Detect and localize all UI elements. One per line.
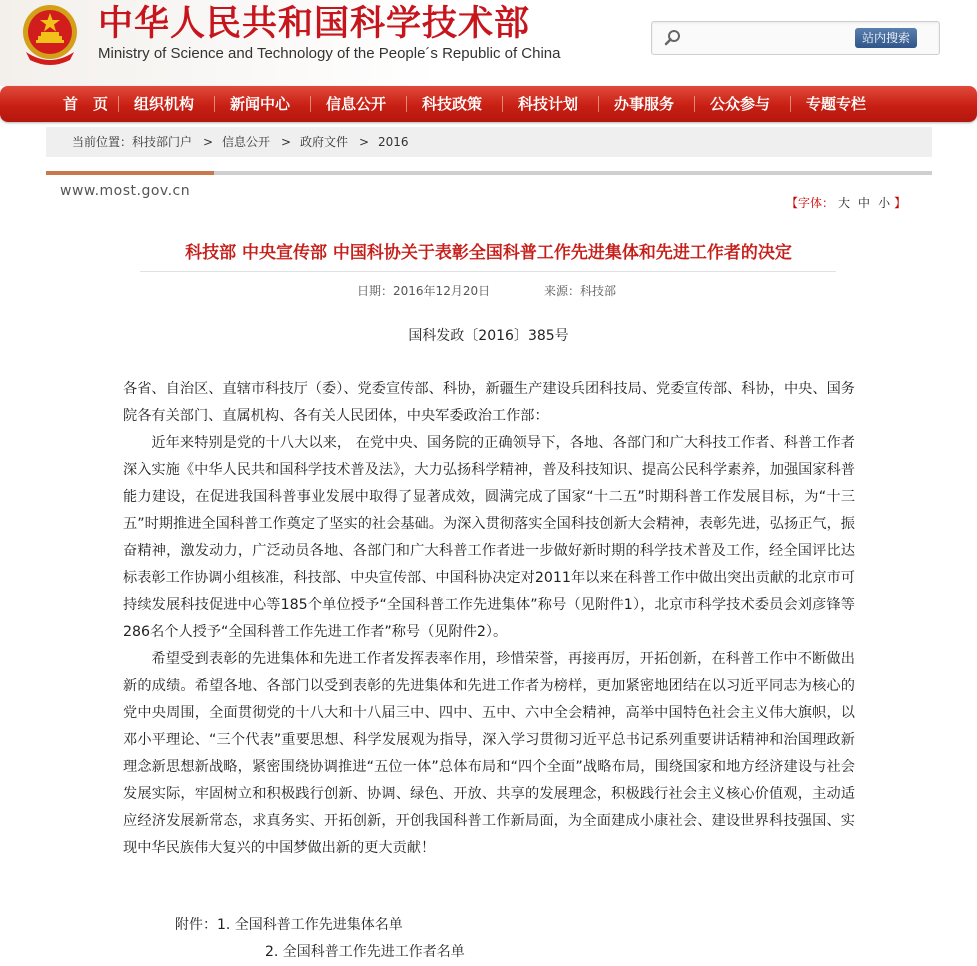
font-size-small[interactable]: 小 (878, 196, 891, 210)
font-size-close-bracket: 】 (894, 196, 907, 210)
font-size-medium[interactable]: 中 (858, 196, 871, 210)
font-size-selector (786, 194, 906, 211)
search-icon (664, 29, 682, 47)
breadcrumb-prefix: 当前位置： (72, 135, 133, 149)
nav-separator (694, 96, 695, 112)
article-title: 科技部 中央宣传部 中国科协关于表彰全国科普工作先进集体和先进工作者的决定 (185, 243, 792, 263)
nav-separator (214, 96, 215, 112)
article-date (357, 282, 490, 299)
date-value: 2016年12月20日 (393, 284, 491, 298)
nav-item-info-disclosure[interactable]: 信息公开 (326, 95, 387, 113)
attachment-link-1[interactable]: 附件：1. 全国科普工作先进集体名单 (175, 917, 403, 933)
body-paragraph: 希望受到表彰的先进集体和先进工作者发挥表率作用，珍惜荣誉，再接再厉，开拓创新，在科普工作中不断做出新的成绩。希望各地、各部门以受到表彰的先进集体和先进工作者为榜样，更加紧密地团结在以习近平同志为核心的党中央周围，全面贯彻党的十八大和十八届三中、四中、五中、六中全会精神，高举中国特色社会主义伟大旗帜，以邓小平理论、“三个代表”重要思想、科学发展观为指导，深入学习贯彻习近平总书记系列重要讲话精神和治国理政新理念新思想新战略，紧密围绕协调推进“五位一体”总体布局和“四个全面”战略布局，围绕国家和地方经济建设与社会发展实际，牢固树立和积极践行创新、协调、绿色、开放、共享的发展理念，积极践行社会主义核心价值观，主动适应经济发展新常态，求真务实、开拓创新，开创我国科普工作新局面，为全面建成小康社会、建设世界科技强国、实现中华民族伟大复兴的中国梦做出新的更大贡献！ (123, 651, 855, 856)
nav-item-organization[interactable]: 组织机构 (134, 95, 195, 113)
breadcrumb-separator: > (281, 135, 292, 149)
title-divider (140, 271, 836, 272)
nav-separator (406, 96, 407, 112)
national-emblem-icon[interactable] (20, 2, 80, 68)
font-size-label: 字体： (798, 196, 835, 210)
breadcrumb (46, 127, 932, 157)
search-input[interactable] (688, 27, 852, 49)
nav-item-policy[interactable]: 科技政策 (422, 95, 483, 113)
nav-separator (502, 96, 503, 112)
breadcrumb-item-year[interactable]: 2016 (378, 135, 409, 149)
breadcrumb-item-info[interactable]: 信息公开 (222, 135, 271, 149)
site-title-english: Ministry of Science and Technology of the People´s Republic of China (98, 45, 561, 62)
search-box (651, 21, 940, 55)
breadcrumb-item-documents[interactable]: 政府文件 (300, 135, 349, 149)
date-label: 日期： (357, 284, 394, 298)
section-divider (214, 171, 932, 175)
site-header (0, 0, 977, 86)
breadcrumb-item-portal[interactable]: 科技部门户 (132, 135, 193, 149)
nav-separator (310, 96, 311, 112)
main-nav (0, 86, 977, 122)
source-value: 科技部 (580, 284, 617, 298)
breadcrumb-separator: > (203, 135, 214, 149)
site-search-button[interactable]: 站内搜索 (855, 28, 917, 48)
nav-item-news[interactable]: 新闻中心 (230, 95, 291, 113)
nav-item-services[interactable]: 办事服务 (614, 95, 675, 113)
section-divider-accent (46, 171, 214, 175)
nav-separator (598, 96, 599, 112)
attachment-link-2[interactable]: 2. 全国科普工作先进工作者名单 (265, 944, 465, 960)
nav-item-topics[interactable]: 专题专栏 (806, 95, 867, 113)
nav-item-home[interactable]: 首 页 (63, 95, 109, 113)
document-number: 国科发政〔2016〕385号 (408, 328, 569, 344)
body-paragraph: 近年来特别是党的十八大以来， 在党中央、国务院的正确领导下，各地、各部门和广大科技工作者、科普工作者深入实施《中华人民共和国科学技术普及法》，大力弘扬科学精神，普及科技知识、提高公民科学素养，加强国家科普能力建设，在促进我国科普事业发展中取得了显著成效，圆满完成了国家“十二五”时期科普工作发展目标，为“十三五”时期推进全国科普工作奠定了坚实的社会基础。为深入贯彻落实全国科技创新大会精神，表彰先进，弘扬正气，振奋精神，激发动力，广泛动员各地、各部门和广大科普工作者进一步做好新时期的科学技术普及工作，经全国评比达标表彰工作协调小组核准，科技部、中央宣传部、中国科协决定对2011年以来在科普工作中做出突出贡献的北京市可持续发展科技促进中心等185个单位授予“全国科普工作先进集体”称号（见附件1），北京市科学技术委员会刘彦锋等286名个人授予“全国科普工作先进工作者”称号（见附件2）。 (123, 435, 855, 640)
source-label: 来源： (544, 284, 581, 298)
site-title-chinese: 中华人民共和国科学技术部 (98, 4, 531, 44)
article-body (123, 376, 855, 862)
nav-item-programs[interactable]: 科技计划 (518, 95, 579, 113)
nav-item-public[interactable]: 公众参与 (710, 95, 771, 113)
nav-separator (118, 96, 119, 112)
article-source (544, 282, 616, 299)
site-url: www.most.gov.cn (60, 183, 191, 199)
font-size-large[interactable]: 大 (838, 196, 851, 210)
breadcrumb-separator: > (359, 135, 370, 149)
nav-separator (790, 96, 791, 112)
addressee-paragraph: 各省、自治区、直辖市科技厅（委）、党委宣传部、科协，新疆生产建设兵团科技局、党委宣传部、科协，中央、国务院各有关部门、直属机构、各有关人民团体，中央军委政治工作部： (123, 381, 855, 424)
font-size-open-bracket: 【 (786, 196, 799, 210)
